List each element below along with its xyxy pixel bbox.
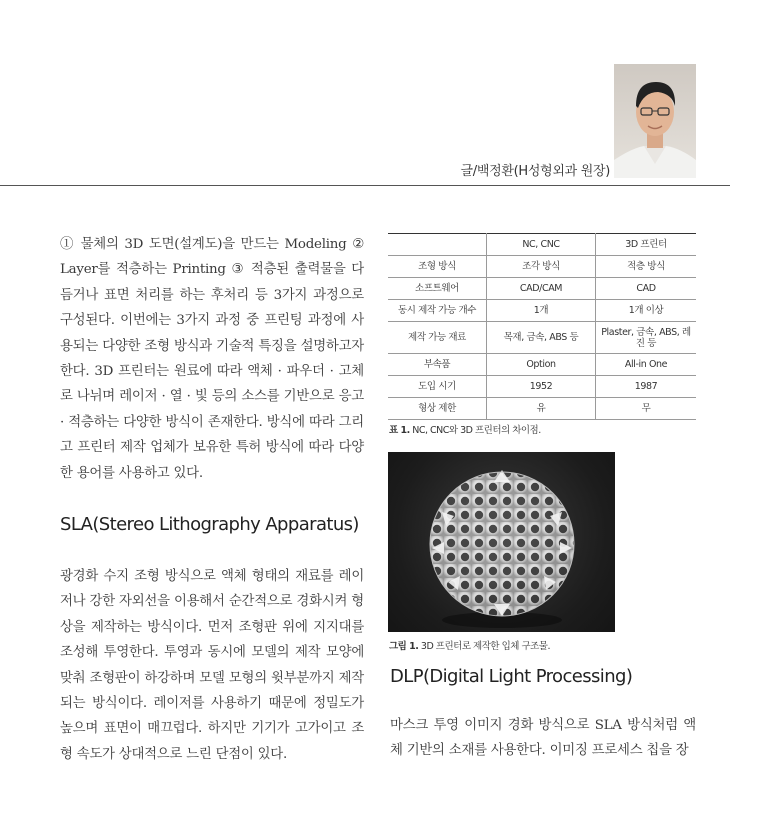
table-row-label: 동시 제작 가능 개수: [388, 300, 487, 322]
table-cell: Option: [487, 354, 596, 376]
table-caption: [389, 422, 541, 436]
sla-paragraph: 광경화 수지 조형 방식으로 액체 형태의 재료를 레이저나 강한 자외선을 이용해서 순간적으로 경화시켜 형상을 제작하는 방식이다. 먼저 조형판 위에 지지대를 조성해 투영한다. 투영과 동시에 모델의 제작 모양에 맞춰 조형판이 하강하며 모델 모형의 윗부분까지 제작되는 방식이다. 레이저를 사용하기 때문에 정밀도가 높으며 표면이 매끄럽다. 하지만 기기가 고가이고 조형 속도가 상대적으로 느린 단점이 있다.: [60, 569, 364, 762]
table-header-cell: [388, 234, 487, 256]
dlp-paragraph: 마스크 투영 이미지 경화 방식으로 SLA 방식처럼 액체 기반의 소재를 사용한다. 이미징 프로세스 칩을 장: [390, 718, 696, 759]
table-cell: 유: [487, 398, 596, 420]
table-caption-label: 표 1.: [389, 425, 410, 436]
figure-caption: [389, 638, 550, 652]
author-photo: [614, 64, 696, 178]
author-portrait-illustration: [614, 64, 696, 178]
table-row-label: 부속품: [388, 354, 487, 376]
dlp-heading: DLP(Digital Light Processing): [390, 666, 633, 687]
table-row: [388, 300, 696, 322]
table-cell: 1952: [487, 376, 596, 398]
table-cell: 무: [596, 398, 697, 420]
table-row: [388, 278, 696, 300]
figure-3d-printed-structure: [388, 452, 615, 632]
table-row: [388, 256, 696, 278]
sla-heading: SLA(Stereo Lithography Apparatus): [60, 514, 359, 535]
table-caption-text: NC, CNC와 3D 프린터의 차이점.: [409, 425, 541, 436]
table-cell: 조각 방식: [487, 256, 596, 278]
table-row: [388, 398, 696, 420]
table-cell: 적층 방식: [596, 256, 697, 278]
figure-caption-label: 그림 1.: [389, 641, 419, 652]
table-row-label: 제작 가능 재료: [388, 322, 487, 354]
author-byline: 글/백정환(H성형외과 원장): [460, 164, 610, 179]
table-row: [388, 354, 696, 376]
table-cell: All-in One: [596, 354, 697, 376]
table-row-label: 도입 시기: [388, 376, 487, 398]
header-divider: [0, 185, 730, 186]
table-header-row: [388, 234, 696, 256]
intro-paragraph: ① 물체의 3D 도면(설계도)을 만드는 Modeling ② Layer를 적층하는 Printing ③ 적층된 출력물을 다듬거나 표면 처리를 하는 후처리 등 3가지 과정으로 구성된다. 이번에는 3가지 과정 중 프린팅 과정에 사용되는 다양한 조형 방식과 기술적 특징을 설명하고자 한다. 3D 프린터는 원료에 따라 액체 · 파우더 · 고체로 나뉘며 레이저 · 열 · 빛 등의 소스를 기반으로 응고 · 적층하는 다양한 방식이 존재한다. 방식에 따라 그리고 프린터 제작 업체가 보유한 특허 방식에 따라 다양한 용어를 사용하고 있다.: [60, 237, 364, 481]
table-cell: 목재, 금속, ABS 등: [487, 322, 596, 354]
table-row-label: 조형 방식: [388, 256, 487, 278]
table-header-cell: NC, CNC: [487, 234, 596, 256]
table-row-label: 형상 제한: [388, 398, 487, 420]
intro-column: [60, 232, 364, 486]
table-header-cell: 3D 프린터: [596, 234, 697, 256]
comparison-table: [388, 233, 696, 420]
table-row-label: 소프트웨어: [388, 278, 487, 300]
table-row: [388, 322, 696, 354]
table-cell: 1987: [596, 376, 697, 398]
figure-caption-text: 3D 프린터로 제작한 입체 구조물.: [418, 641, 550, 652]
table-cell: 1개: [487, 300, 596, 322]
table-cell: CAD: [596, 278, 697, 300]
lattice-sphere-illustration: [388, 452, 615, 632]
table-cell: CAD/CAM: [487, 278, 596, 300]
table-cell: 1개 이상: [596, 300, 697, 322]
table-row: [388, 376, 696, 398]
table-cell: Plaster, 금속, ABS, 레진 등: [596, 322, 697, 354]
